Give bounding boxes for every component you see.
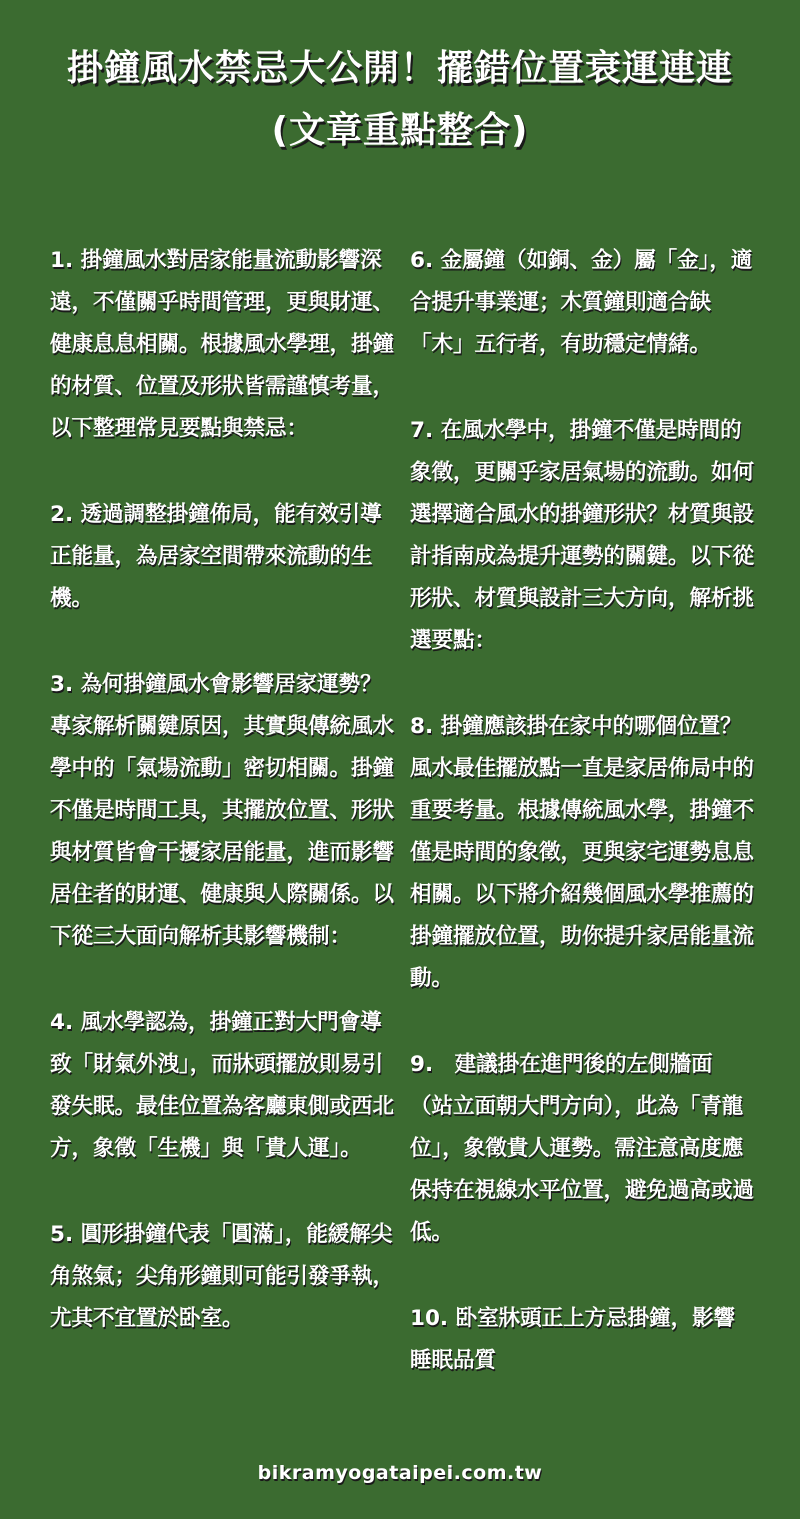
- right-column: [410, 240, 755, 1426]
- list-item: 10. 卧室牀頭正上方忌掛鐘，影響睡眠品質: [410, 1306, 736, 1373]
- left-column: [50, 240, 395, 1384]
- list-item: 2. 透過調整掛鐘佈局，能有效引導正能量，為居家空間帶來流動的生機。: [50, 502, 382, 611]
- footer-url: bikramyogataipei.com.tw: [257, 1462, 543, 1484]
- page-title: 掛鐘風水禁忌大公開！擺錯位置衰運連連 (文章重點整合): [66, 48, 733, 151]
- list-item: 7. 在風水學中，掛鐘不僅是時間的象徵，更關乎家居氣場的流動。如何選擇適合風水的掛鐘形狀？材質與設計指南成為提升運勢的關鍵。以下從形狀、材質與設計三大方向，解析挑選要點：: [410, 418, 755, 653]
- list-item: 4. 風水學認為，掛鐘正對大門會導致「財氣外洩」，而牀頭擺放則易引發失眠。最佳位置為客廳東側或西北方，象徵「生機」與「貴人運」。: [50, 1010, 395, 1161]
- list-item: 5. 圓形掛鐘代表「圓滿」，能緩解尖角煞氣；尖角形鐘則可能引發爭執，尤其不宜置於卧室。: [50, 1222, 395, 1331]
- list-item: 1. 掛鐘風水對居家能量流動影響深遠，不僅關乎時間管理，更與財運、健康息息相關。根據風水學理，掛鐘的材質、位置及形狀皆需謹慎考量，以下整理常見要點與禁忌：: [50, 248, 395, 441]
- list-item: 6. 金屬鐘（如銅、金）屬「金」，適合提升事業運；木質鐘則適合缺「木」五行者，有助穩定情緒。: [410, 248, 753, 357]
- list-item: 3. 為何掛鐘風水會影響居家運勢？專家解析關鍵原因，其實與傳統風水學中的「氣場流動」密切相關。掛鐘不僅是時間工具，其擺放位置、形狀與材質皆會干擾家居能量，進而影響居住者的財運、健康與人際關係。以下從三大面向解析其影響機制：: [50, 672, 395, 949]
- list-item: 8. 掛鐘應該掛在家中的哪個位置？風水最佳擺放點一直是家居佈局中的重要考量。根據傳統風水學，掛鐘不僅是時間的象徵，更與家宅運勢息息相關。以下將介紹幾個風水學推薦的掛鐘擺放位置，助你提升家居能量流動。: [410, 714, 755, 991]
- list-item: 9. 建議掛在進門後的左側牆面（站立面朝大門方向），此為「青龍位」，象徵貴人運勢。需注意高度應保持在視線水平位置，避免過高或過低。: [410, 1052, 755, 1245]
